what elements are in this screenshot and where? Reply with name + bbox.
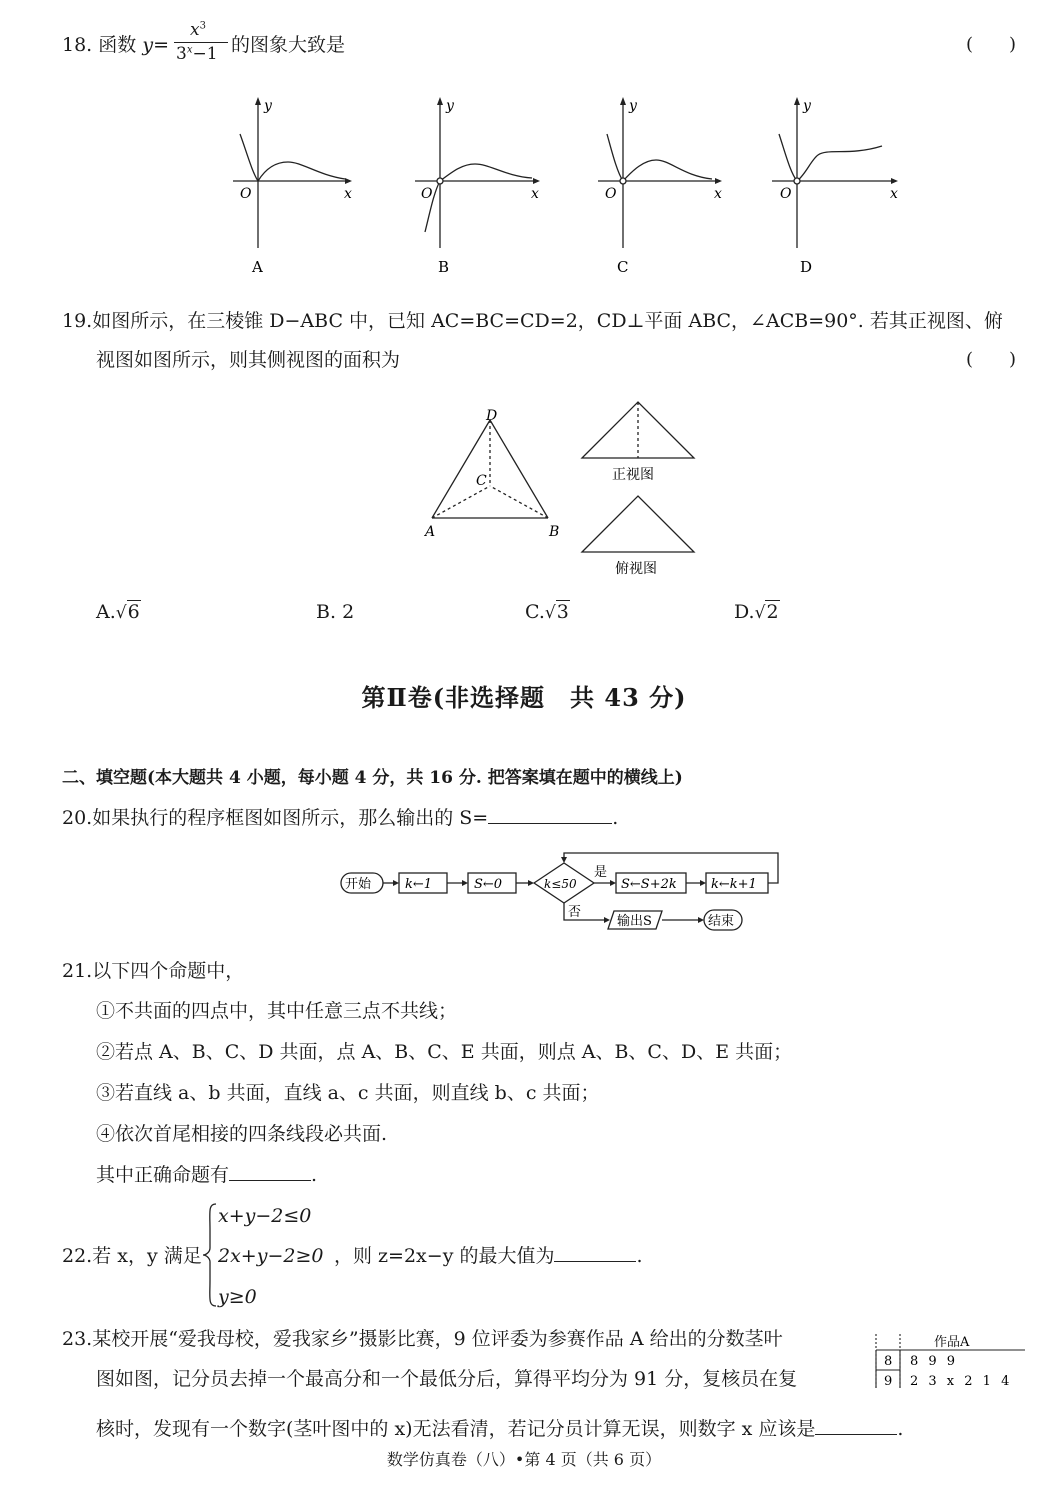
flow-k1: k←1 xyxy=(405,877,433,892)
tetrahedron xyxy=(432,420,548,518)
label-a: A xyxy=(425,524,436,540)
graph-c-origin: O xyxy=(605,186,617,202)
q21-answer-blank[interactable] xyxy=(229,1180,311,1181)
graph-c-hole xyxy=(620,178,626,184)
q18-numer-exp: 3 xyxy=(199,20,206,32)
q18-func-y: y xyxy=(142,34,154,56)
flow-yes: 是 xyxy=(594,865,608,880)
part2-title: 第Ⅱ卷(非选择题 共 43 分) xyxy=(361,683,687,712)
q21-item-4: ④依次首尾相接的四条线段必共面. xyxy=(96,1123,388,1145)
q19-choice-c[interactable]: C.√3 xyxy=(525,601,569,623)
q20-flowchart xyxy=(0,840,1048,940)
q18-numer: x xyxy=(190,20,200,40)
graph-a-origin: O xyxy=(240,186,252,202)
flow-no: 否 xyxy=(568,905,582,920)
label-b: B xyxy=(549,524,560,540)
flow-s-update: S←S+2k xyxy=(621,877,677,892)
section2-head: 二、填空题(本大题共 4 小题，每小题 4 分，共 16 分. 把答案填在题中的横线上) xyxy=(62,768,683,788)
graph-d-curve xyxy=(779,134,882,181)
flow-k-update: k←k+1 xyxy=(711,877,757,892)
q22-c3: y≥0 xyxy=(218,1286,257,1308)
q22-lead: 22.若 x，y 满足 xyxy=(62,1245,202,1267)
leaves-8: 8 9 9 xyxy=(910,1354,959,1369)
graph-a-label: A xyxy=(252,258,263,276)
q18-lead: 函数 xyxy=(98,34,137,56)
q23-line1: 23.某校开展“爱我母校，爱我家乡”摄影比赛，9 位评委为参赛作品 A 给出的分数茎叶 xyxy=(62,1328,783,1350)
q19-line2: 视图如图所示，则其侧视图的面积为 xyxy=(96,349,401,371)
graph-a-x-label: x xyxy=(344,186,352,202)
top-view-label: 俯视图 xyxy=(615,561,657,577)
stem-title: 作品A xyxy=(934,1335,970,1350)
graph-b-origin: O xyxy=(421,186,433,202)
q21-intro: 21.以下四个命题中， xyxy=(62,960,245,982)
q19-line1 xyxy=(62,308,1003,334)
graph-c-label: C xyxy=(617,258,629,276)
q22-c1: x+y−2≤0 xyxy=(218,1205,312,1227)
label-c: C xyxy=(476,473,487,489)
q22-mid: ，则 z=2x−y 的最大值为 . xyxy=(334,1245,643,1267)
graph-c-y-label: y xyxy=(629,98,637,114)
q23-stem-leaf xyxy=(860,1330,1030,1390)
q20-stem: 20.如果执行的程序框图如图所示，那么输出的 S= . xyxy=(62,807,619,829)
graph-d-x-label: x xyxy=(890,186,898,202)
flow-end: 结束 xyxy=(708,914,735,929)
leaves-9: 2 3 x 2 1 4 xyxy=(910,1374,1013,1389)
q22-c2: 2x+y−2≥0 xyxy=(218,1245,324,1267)
label-d: D xyxy=(486,408,498,424)
q18-denom-base: 3 xyxy=(176,44,187,64)
q19-paren: ( ) xyxy=(966,349,1017,370)
front-view-shape xyxy=(582,402,694,458)
q21-item-2: ②若点 A、B、C、D 共面，点 A、B、C、E 共面，则点 A、B、C、D、E 共面； xyxy=(96,1041,793,1063)
top-view-shape xyxy=(582,496,694,552)
q18-denom-rest: −1 xyxy=(192,44,218,64)
flow-start: 开始 xyxy=(345,877,372,892)
q19-number: 19. xyxy=(62,310,93,332)
graph-b-x-label: x xyxy=(531,186,539,202)
q18-paren: ( ) xyxy=(966,34,1017,55)
flow-s0: S←0 xyxy=(474,877,503,892)
q22-brace xyxy=(200,1200,220,1310)
q18-tail: 的图象大致是 xyxy=(231,34,346,56)
graph-c-x-label: x xyxy=(714,186,722,202)
flow-output: 输出S xyxy=(617,914,652,929)
q19-choice-b[interactable]: B. 2 xyxy=(316,601,355,623)
q21-item-3: ③若直线 a、b 共面，直线 a、c 共面，则直线 b、c 共面； xyxy=(96,1082,600,1104)
graph-b-hole xyxy=(437,178,443,184)
q23-answer-blank[interactable] xyxy=(815,1434,897,1435)
graph-b-y-label: y xyxy=(446,98,454,114)
q21-item-1: ①不共面的四点中，其中任意三点不共线； xyxy=(96,1000,458,1022)
q18-denom-exp: x xyxy=(186,44,193,56)
q21-ask: 其中正确命题有 . xyxy=(96,1164,318,1186)
q18-number: 18. xyxy=(62,34,93,56)
graph-b-label: B xyxy=(438,258,450,276)
graph-a xyxy=(233,97,352,248)
q19-figure xyxy=(0,390,1048,590)
graph-d xyxy=(772,97,898,248)
q23-line2: 图如图，记分员去掉一个最高分和一个最低分后，算得平均分为 91 分，复核员在复 xyxy=(96,1368,798,1390)
flow-cond: k≤50 xyxy=(544,877,577,891)
graph-d-label: D xyxy=(800,258,813,276)
q19-choice-d[interactable]: D.√2 xyxy=(734,601,779,623)
graph-a-curve xyxy=(240,134,345,181)
q19-line1-text: 如图所示，在三棱锥 D−ABC 中，已知 AC=BC=CD=2，CD⊥平面 ABC，∠ACB=90°. 若其正视图、俯 xyxy=(92,310,1003,332)
graph-d-hole xyxy=(794,178,800,184)
front-view-label: 正视图 xyxy=(612,467,654,483)
q20-answer-blank[interactable] xyxy=(488,823,612,824)
graph-d-y-label: y xyxy=(803,98,811,114)
graph-b xyxy=(415,97,540,248)
graph-b-curve xyxy=(425,164,532,232)
q19-choice-a[interactable]: A.√6 xyxy=(96,601,140,623)
stem-8: 8 xyxy=(884,1354,893,1369)
q23-line3: 核时，发现有一个数字(茎叶图中的 x)无法看清，若记分员计算无误，则数字 x 应该是 . xyxy=(96,1418,904,1440)
graph-d-origin: O xyxy=(780,186,792,202)
q22-answer-blank[interactable] xyxy=(554,1261,636,1262)
page-footer: 数学仿真卷（八）•第 4 页（共 6 页） xyxy=(386,1450,662,1469)
graph-c xyxy=(598,97,722,248)
q18-eq: = xyxy=(153,34,169,56)
q18-graphs xyxy=(0,0,1048,300)
graph-a-y-label: y xyxy=(264,98,272,114)
stem-9: 9 xyxy=(884,1374,893,1389)
